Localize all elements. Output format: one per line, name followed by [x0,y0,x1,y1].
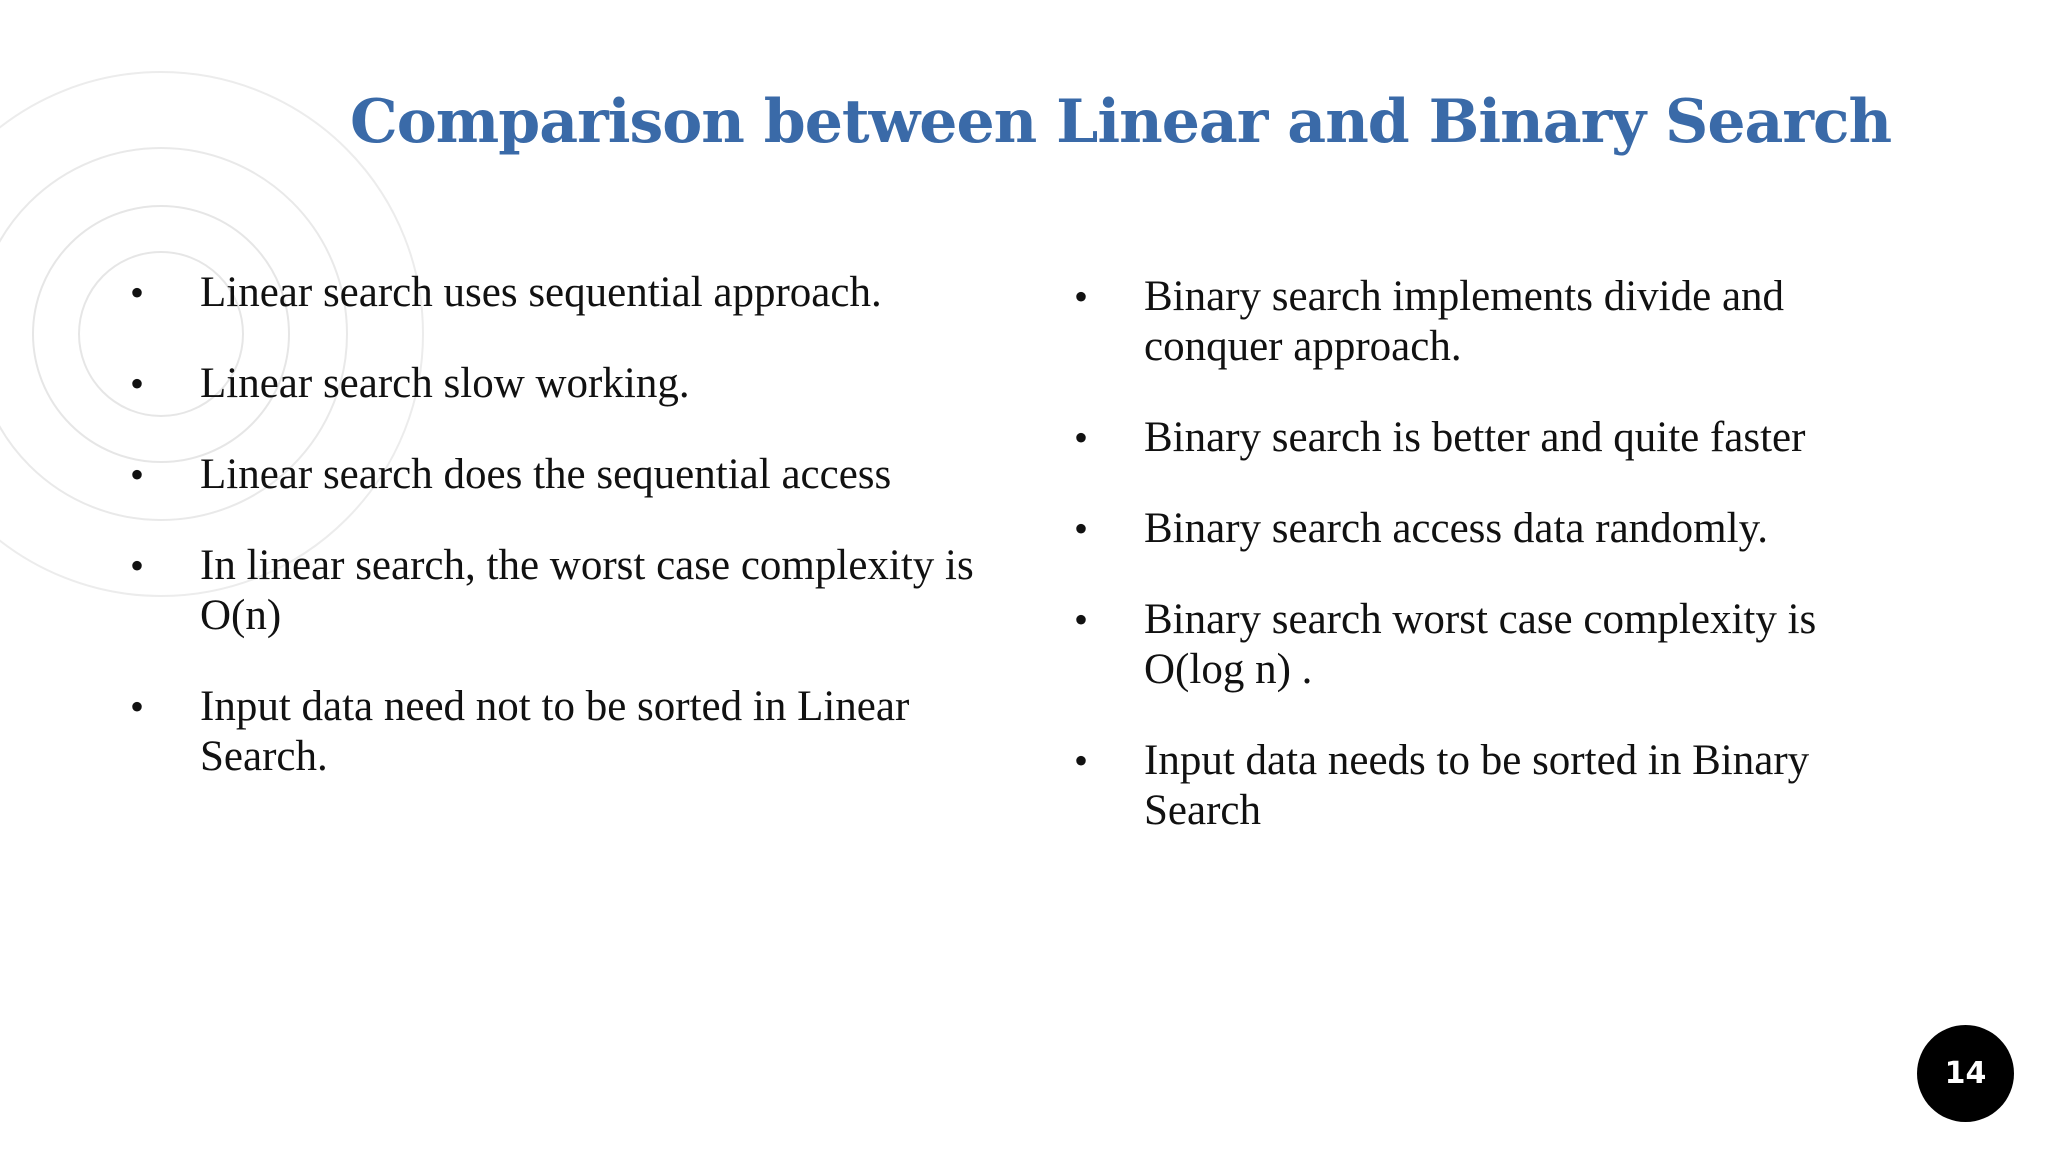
list-item [122,541,982,641]
list-item-text: Input data need not to be sorted in Linear Search. [200,683,910,780]
bullet-icon: • [129,684,144,729]
list-item [1066,595,1896,695]
list-item [1066,413,1896,463]
list-item-text: Binary search is better and quite faster [1144,414,1806,461]
bullet-icon: • [1073,506,1088,551]
list-item-text: Binary search worst case complexity is O(log n) . [1144,596,1817,693]
linear-search-list [122,268,982,823]
list-item-text: Input data needs to be sorted in Binary Search [1144,737,1810,834]
bullet-icon: • [1073,415,1088,460]
page-number-badge: 14 [1917,1025,2014,1122]
list-item-text: Binary search access data randomly. [1144,505,1769,552]
bullet-icon: • [129,361,144,406]
list-item [1066,272,1896,372]
slide-title: Comparison between Linear and Binary Search [350,87,1892,157]
list-item-text: Binary search implements divide and conquer approach. [1144,273,1785,370]
bullet-icon: • [1073,738,1088,783]
list-item [1066,504,1896,554]
list-item-text: Linear search slow working. [200,360,690,407]
bullet-icon: • [129,543,144,588]
list-item-text: In linear search, the worst case complexity is O(n) [200,542,974,639]
bullet-icon: • [129,270,144,315]
list-item [122,268,982,318]
list-item [122,359,982,409]
bullet-icon: • [1073,597,1088,642]
bullet-icon: • [1073,274,1088,319]
list-item-text: Linear search does the sequential access [200,451,892,498]
binary-search-list [1066,272,1896,877]
list-item [122,682,982,782]
bullet-icon: • [129,452,144,497]
list-item [122,450,982,500]
list-item [1066,736,1896,836]
list-item-text: Linear search uses sequential approach. [200,269,882,316]
